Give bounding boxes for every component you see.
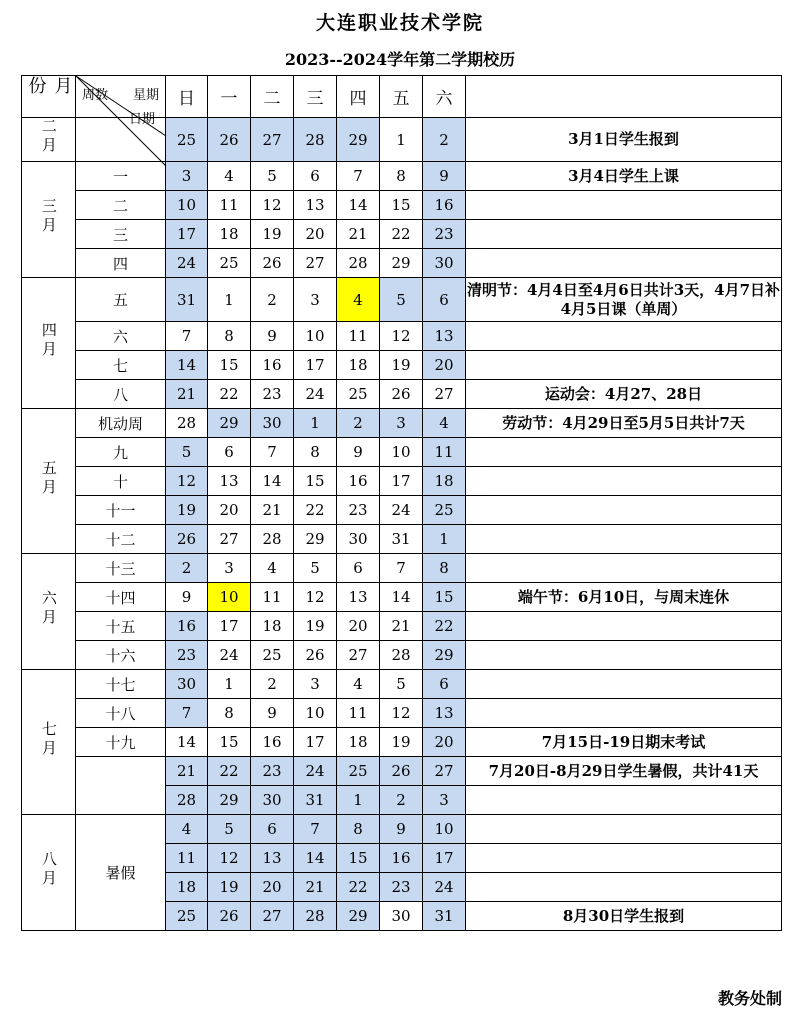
date-cell: 3 — [166, 162, 208, 191]
date-cell: 18 — [337, 351, 380, 380]
note-cell: 运动会：4月27、28日 — [466, 380, 782, 409]
table-row — [22, 815, 782, 844]
date-cell: 15 — [423, 583, 466, 612]
month-cell-aug — [22, 815, 76, 931]
note-cell: 3月1日学生报到 — [466, 118, 782, 162]
month-header-label: 月份 — [25, 76, 73, 112]
month-label: 四月 — [39, 321, 58, 360]
week-number-cell: 暑假 — [76, 815, 166, 931]
table-row — [22, 641, 782, 670]
week-number-cell: 十二 — [76, 525, 166, 554]
date-cell: 17 — [380, 467, 423, 496]
week-number-cell: 十 — [76, 467, 166, 496]
date-cell: 28 — [294, 118, 337, 162]
date-cell: 17 — [294, 351, 337, 380]
date-cell: 21 — [380, 612, 423, 641]
date-cell: 1 — [294, 409, 337, 438]
week-number-cell: 九 — [76, 438, 166, 467]
date-cell: 28 — [166, 409, 208, 438]
table-row — [22, 220, 782, 249]
date-cell: 15 — [380, 191, 423, 220]
table-row — [22, 496, 782, 525]
date-cell: 22 — [208, 757, 251, 786]
date-cell: 16 — [380, 844, 423, 873]
date-cell: 4 — [166, 815, 208, 844]
week-number-cell: 十七 — [76, 670, 166, 699]
week-number-cell: 十九 — [76, 728, 166, 757]
date-cell: 5 — [380, 278, 423, 322]
date-cell: 12 — [294, 583, 337, 612]
week-number-cell: 四 — [76, 249, 166, 278]
table-row — [22, 467, 782, 496]
date-cell: 28 — [380, 641, 423, 670]
date-cell: 11 — [166, 844, 208, 873]
date-cell: 8 — [208, 699, 251, 728]
date-cell: 31 — [380, 525, 423, 554]
date-cell: 3 — [294, 278, 337, 322]
note-cell — [466, 220, 782, 249]
date-cell: 22 — [423, 612, 466, 641]
table-row — [22, 525, 782, 554]
note-cell — [466, 786, 782, 815]
note-cell — [466, 191, 782, 220]
date-cell: 7 — [166, 699, 208, 728]
date-cell: 5 — [208, 815, 251, 844]
date-cell: 22 — [208, 380, 251, 409]
date-cell: 14 — [380, 583, 423, 612]
date-cell: 5 — [294, 554, 337, 583]
date-cell: 26 — [208, 118, 251, 162]
date-cell: 20 — [294, 220, 337, 249]
date-cell: 16 — [423, 191, 466, 220]
day-header-mon: 一 — [208, 76, 251, 118]
date-cell: 13 — [423, 322, 466, 351]
date-cell: 20 — [208, 496, 251, 525]
date-cell: 2 — [251, 670, 294, 699]
week-number-cell: 十四 — [76, 583, 166, 612]
date-cell: 7 — [337, 162, 380, 191]
date-cell: 14 — [166, 351, 208, 380]
table-row — [22, 728, 782, 757]
date-cell: 10 — [423, 815, 466, 844]
date-cell: 16 — [251, 728, 294, 757]
date-cell: 8 — [337, 815, 380, 844]
date-cell: 23 — [337, 496, 380, 525]
note-cell — [466, 322, 782, 351]
date-cell: 29 — [337, 902, 380, 931]
date-cell: 13 — [294, 191, 337, 220]
note-cell — [466, 496, 782, 525]
date-cell: 10 — [208, 583, 251, 612]
day-header-tue: 二 — [251, 76, 294, 118]
date-cell: 24 — [380, 496, 423, 525]
date-header-label: 日期 — [128, 112, 155, 127]
date-cell: 2 — [166, 554, 208, 583]
month-label: 八月 — [39, 851, 58, 890]
month-label: 五月 — [39, 459, 58, 498]
footer-issuer: 教务处制 — [717, 989, 782, 1008]
date-cell: 27 — [251, 118, 294, 162]
date-cell: 3 — [294, 670, 337, 699]
weekday-header-label: 星期 — [132, 88, 159, 103]
week-number-cell: 十八 — [76, 699, 166, 728]
date-cell: 4 — [423, 409, 466, 438]
date-cell: 3 — [423, 786, 466, 815]
table-row — [22, 322, 782, 351]
notes-header — [466, 76, 782, 118]
date-cell: 8 — [294, 438, 337, 467]
week-number-cell: 七 — [76, 351, 166, 380]
date-cell: 19 — [208, 873, 251, 902]
calendar-body — [22, 118, 782, 931]
page-title: 大连职业技术学院 — [315, 12, 484, 34]
date-cell: 25 — [208, 249, 251, 278]
month-cell-jul — [22, 670, 76, 815]
date-cell: 30 — [380, 902, 423, 931]
date-cell: 7 — [251, 438, 294, 467]
date-cell: 15 — [208, 728, 251, 757]
note-cell: 劳动节：4月29日至5月5日共计7天 — [466, 409, 782, 438]
date-cell: 21 — [166, 380, 208, 409]
date-cell: 24 — [294, 380, 337, 409]
date-cell: 3 — [208, 554, 251, 583]
week-number-cell: 三 — [76, 220, 166, 249]
date-cell: 22 — [294, 496, 337, 525]
date-cell: 23 — [251, 757, 294, 786]
table-row — [22, 699, 782, 728]
table-row — [22, 380, 782, 409]
month-cell-apr — [22, 278, 76, 409]
day-header-sat: 六 — [423, 76, 466, 118]
date-cell: 18 — [208, 220, 251, 249]
month-cell-feb — [22, 118, 76, 162]
date-cell: 18 — [166, 873, 208, 902]
date-cell: 28 — [166, 786, 208, 815]
date-cell: 26 — [251, 249, 294, 278]
date-cell: 29 — [337, 118, 380, 162]
note-cell — [466, 612, 782, 641]
date-cell: 17 — [294, 728, 337, 757]
date-cell: 4 — [251, 554, 294, 583]
date-cell: 25 — [251, 641, 294, 670]
date-cell: 23 — [380, 873, 423, 902]
date-cell: 3 — [380, 409, 423, 438]
date-cell: 21 — [166, 757, 208, 786]
date-cell: 27 — [423, 380, 466, 409]
date-cell: 7 — [166, 322, 208, 351]
date-cell: 8 — [423, 554, 466, 583]
note-cell — [466, 844, 782, 873]
date-cell: 12 — [251, 191, 294, 220]
date-cell: 25 — [166, 118, 208, 162]
date-cell: 28 — [337, 249, 380, 278]
date-cell: 25 — [337, 380, 380, 409]
week-number-cell: 机动周 — [76, 409, 166, 438]
note-cell: 端午节：6月10日，与周末连休 — [466, 583, 782, 612]
date-cell: 26 — [380, 380, 423, 409]
month-cell-mar — [22, 162, 76, 278]
table-row — [22, 249, 782, 278]
month-cell-may — [22, 409, 76, 554]
date-cell: 11 — [337, 322, 380, 351]
date-cell: 22 — [337, 873, 380, 902]
diagonal-header — [76, 76, 166, 127]
date-cell: 1 — [337, 786, 380, 815]
date-cell: 24 — [294, 757, 337, 786]
date-cell: 11 — [337, 699, 380, 728]
date-cell: 6 — [337, 554, 380, 583]
date-cell: 21 — [337, 220, 380, 249]
date-cell: 6 — [423, 278, 466, 322]
note-cell — [466, 554, 782, 583]
date-cell: 14 — [337, 191, 380, 220]
date-cell: 21 — [294, 873, 337, 902]
date-cell: 28 — [294, 902, 337, 931]
date-cell: 12 — [380, 322, 423, 351]
date-cell: 2 — [423, 118, 466, 162]
date-cell: 14 — [294, 844, 337, 873]
date-cell: 16 — [337, 467, 380, 496]
date-cell: 23 — [423, 220, 466, 249]
date-cell: 12 — [208, 844, 251, 873]
date-cell: 7 — [294, 815, 337, 844]
date-cell: 26 — [380, 757, 423, 786]
month-label: 六月 — [39, 590, 58, 629]
date-cell: 9 — [337, 438, 380, 467]
date-cell: 2 — [337, 409, 380, 438]
date-cell: 29 — [380, 249, 423, 278]
date-cell: 20 — [251, 873, 294, 902]
note-cell: 7月15日-19日期末考试 — [466, 728, 782, 757]
date-cell: 23 — [166, 641, 208, 670]
date-cell: 30 — [166, 670, 208, 699]
week-number-cell: 十一 — [76, 496, 166, 525]
date-cell: 29 — [208, 786, 251, 815]
date-cell: 6 — [423, 670, 466, 699]
date-cell: 6 — [208, 438, 251, 467]
date-cell: 17 — [166, 220, 208, 249]
week-number-cell: 十五 — [76, 612, 166, 641]
date-cell: 25 — [423, 496, 466, 525]
note-cell: 3月4日学生上课 — [466, 162, 782, 191]
month-label: 三月 — [39, 198, 58, 237]
date-cell: 29 — [294, 525, 337, 554]
date-cell: 24 — [423, 873, 466, 902]
week-number-cell: 六 — [76, 322, 166, 351]
note-cell: 7月20日-8月29日学生暑假，共计41天 — [466, 757, 782, 786]
date-cell: 5 — [251, 162, 294, 191]
table-row — [22, 191, 782, 220]
date-cell: 13 — [337, 583, 380, 612]
day-header-wed: 三 — [294, 76, 337, 118]
table-row — [22, 757, 782, 786]
note-cell — [466, 351, 782, 380]
date-cell: 9 — [380, 815, 423, 844]
date-cell: 29 — [208, 409, 251, 438]
date-cell: 19 — [380, 728, 423, 757]
date-cell: 26 — [166, 525, 208, 554]
month-header — [22, 76, 76, 118]
table-row — [22, 583, 782, 612]
school-calendar-table — [21, 75, 782, 931]
week-number-cell: 八 — [76, 380, 166, 409]
date-cell: 30 — [251, 409, 294, 438]
date-cell: 7 — [380, 554, 423, 583]
date-cell: 9 — [251, 699, 294, 728]
date-cell: 9 — [251, 322, 294, 351]
date-cell: 26 — [208, 902, 251, 931]
date-cell: 27 — [251, 902, 294, 931]
note-cell — [466, 249, 782, 278]
date-cell: 30 — [423, 249, 466, 278]
date-cell: 28 — [251, 525, 294, 554]
date-cell: 27 — [337, 641, 380, 670]
date-cell: 18 — [337, 728, 380, 757]
date-cell: 1 — [380, 118, 423, 162]
note-cell — [466, 467, 782, 496]
table-row — [22, 554, 782, 583]
note-cell — [466, 525, 782, 554]
date-cell: 15 — [208, 351, 251, 380]
date-cell: 27 — [294, 249, 337, 278]
date-cell: 15 — [337, 844, 380, 873]
date-cell: 10 — [380, 438, 423, 467]
note-cell — [466, 641, 782, 670]
date-cell: 26 — [294, 641, 337, 670]
day-header-sun: 日 — [166, 76, 208, 118]
note-cell — [466, 873, 782, 902]
date-cell: 18 — [423, 467, 466, 496]
date-cell: 13 — [208, 467, 251, 496]
date-cell: 15 — [294, 467, 337, 496]
week-number-cell: 五 — [76, 278, 166, 322]
date-cell: 19 — [294, 612, 337, 641]
note-cell — [466, 438, 782, 467]
date-cell: 13 — [423, 699, 466, 728]
date-cell: 12 — [166, 467, 208, 496]
week-number-cell — [76, 757, 166, 815]
date-cell: 30 — [251, 786, 294, 815]
date-cell: 11 — [423, 438, 466, 467]
date-cell: 12 — [380, 699, 423, 728]
date-cell: 2 — [251, 278, 294, 322]
day-header-fri: 五 — [380, 76, 423, 118]
day-header-thu: 四 — [337, 76, 380, 118]
date-cell: 8 — [208, 322, 251, 351]
date-cell: 9 — [423, 162, 466, 191]
date-cell: 5 — [380, 670, 423, 699]
page-subtitle: 2023--2024学年第二学期校历 — [284, 50, 516, 69]
table-row — [22, 351, 782, 380]
date-cell: 30 — [337, 525, 380, 554]
week-number-cell: 十六 — [76, 641, 166, 670]
month-label: 二月 — [39, 118, 58, 157]
date-cell: 1 — [208, 278, 251, 322]
week-number-cell: 一 — [76, 162, 166, 191]
date-cell: 4 — [337, 278, 380, 322]
date-cell: 16 — [251, 351, 294, 380]
date-cell: 1 — [423, 525, 466, 554]
note-cell — [466, 815, 782, 844]
table-row — [22, 438, 782, 467]
date-cell: 25 — [337, 757, 380, 786]
date-cell: 31 — [423, 902, 466, 931]
date-cell: 4 — [208, 162, 251, 191]
table-row — [22, 670, 782, 699]
week-header-label: 周数 — [82, 88, 109, 103]
date-cell: 20 — [337, 612, 380, 641]
week-number-cell: 十三 — [76, 554, 166, 583]
date-cell: 17 — [208, 612, 251, 641]
date-cell: 17 — [423, 844, 466, 873]
date-cell: 6 — [251, 815, 294, 844]
date-cell: 9 — [166, 583, 208, 612]
date-cell: 24 — [208, 641, 251, 670]
date-cell: 23 — [251, 380, 294, 409]
month-label: 七月 — [39, 720, 58, 759]
note-cell — [466, 699, 782, 728]
date-cell: 19 — [380, 351, 423, 380]
date-cell: 10 — [166, 191, 208, 220]
date-cell: 10 — [294, 699, 337, 728]
date-cell: 11 — [251, 583, 294, 612]
date-cell: 13 — [251, 844, 294, 873]
date-cell: 5 — [166, 438, 208, 467]
date-cell: 10 — [294, 322, 337, 351]
date-cell: 20 — [423, 351, 466, 380]
date-cell: 20 — [423, 728, 466, 757]
date-cell: 31 — [294, 786, 337, 815]
date-cell: 27 — [423, 757, 466, 786]
date-cell: 14 — [166, 728, 208, 757]
date-cell: 11 — [208, 191, 251, 220]
date-cell: 25 — [166, 902, 208, 931]
date-cell: 6 — [294, 162, 337, 191]
date-cell: 1 — [208, 670, 251, 699]
month-cell-jun — [22, 554, 76, 670]
date-cell: 22 — [380, 220, 423, 249]
date-cell: 31 — [166, 278, 208, 322]
date-cell: 8 — [380, 162, 423, 191]
date-cell: 21 — [251, 496, 294, 525]
date-cell: 24 — [166, 249, 208, 278]
table-row — [22, 278, 782, 322]
table-row — [22, 612, 782, 641]
date-cell: 16 — [166, 612, 208, 641]
date-cell: 19 — [251, 220, 294, 249]
date-cell: 4 — [337, 670, 380, 699]
note-cell: 清明节：4月4日至4月6日共计3天，4月7日补4月5日课（单周） — [466, 278, 782, 322]
table-row — [22, 409, 782, 438]
date-cell: 18 — [251, 612, 294, 641]
date-cell: 19 — [166, 496, 208, 525]
date-cell: 14 — [251, 467, 294, 496]
date-cell: 2 — [380, 786, 423, 815]
note-cell — [466, 670, 782, 699]
date-cell: 29 — [423, 641, 466, 670]
date-cell: 27 — [208, 525, 251, 554]
note-cell: 8月30日学生报到 — [466, 902, 782, 931]
week-number-cell: 二 — [76, 191, 166, 220]
